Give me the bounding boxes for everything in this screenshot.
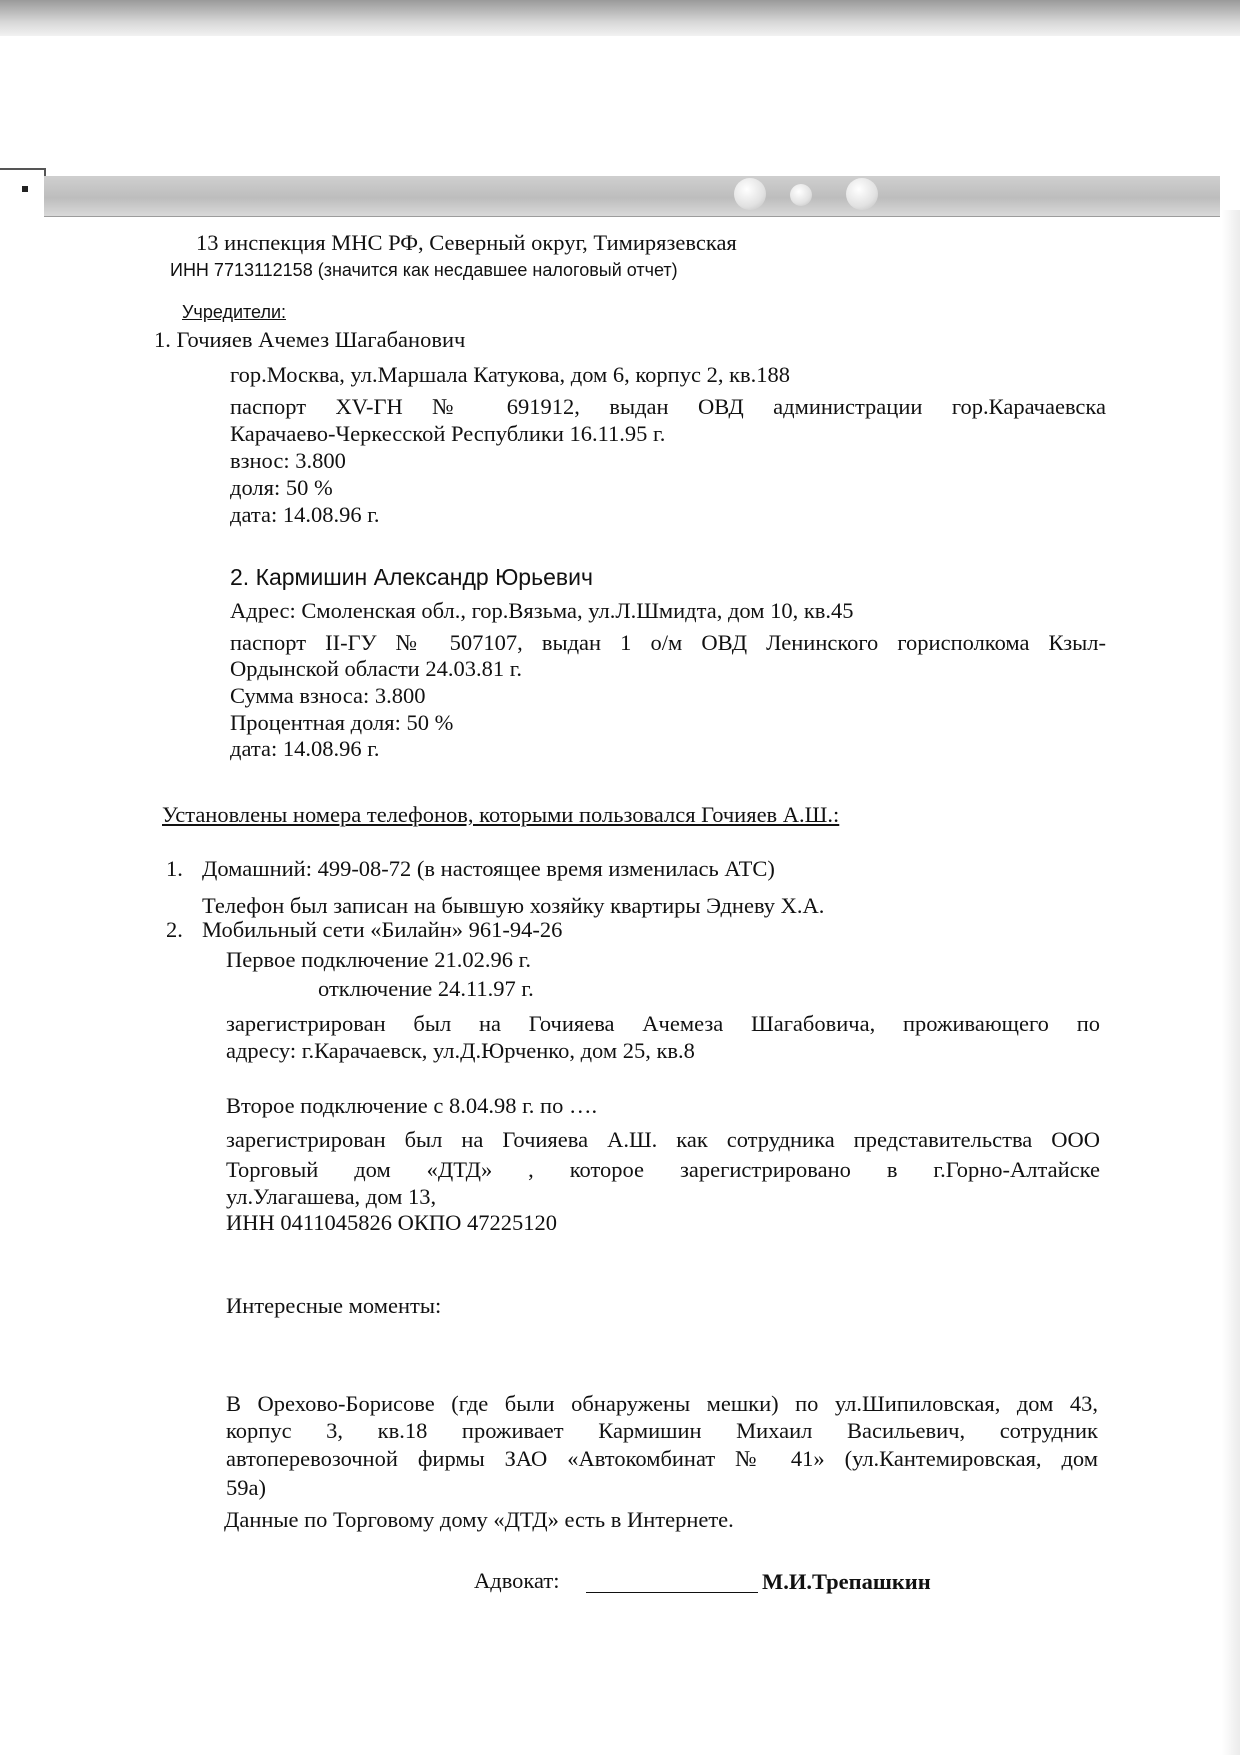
founder-2-passport-cont: Ордынской области 24.03.81 г.: [230, 656, 523, 681]
founder-1-contribution: взнос: 3.800: [230, 448, 346, 473]
founder-1-name: 1. Гочияев Ачемез Шагабанович: [154, 327, 466, 352]
founder-1-passport-cont: Карачаево-Черкесской Республики 16.11.95 г.: [230, 421, 666, 446]
notes-heading: Интересные моменты:: [226, 1293, 442, 1318]
founder-1-address: гор.Москва, ул.Маршала Катукова, дом 6, корпус 2, кв.188: [230, 362, 790, 387]
founder-2-passport: паспорт II-ГУ № 507107, выдан 1 о/м ОВД Ленинского горисполкома Кзыл-: [230, 630, 1106, 655]
signature-line: [586, 1592, 758, 1593]
founder-1-date: дата: 14.08.96 г.: [230, 502, 380, 527]
phones-heading: Установлены номера телефонов, которыми пользовался Гочияев А.Ш.:: [162, 802, 840, 827]
first-connection: Первое подключение 21.02.96 г.: [226, 947, 531, 972]
scan-mark: [22, 186, 28, 192]
founder-1-share: доля: 50 %: [230, 475, 333, 500]
registration-2-company: Торговый дом «ДТД» , которое зарегистрировано в г.Горно-Алтайске: [226, 1157, 1100, 1182]
inn-line: ИНН 7713112158 (значится как несдавшее налоговый отчет): [170, 260, 678, 280]
note-1-cont-2: автоперевозочной фирмы ЗАО «Автокомбинат № 41» (ул.Кантемировская, дом: [226, 1446, 1098, 1471]
scan-artifact-circle: [734, 178, 766, 210]
founders-heading: Учредители:: [182, 302, 287, 322]
registration-2: зарегистрирован был на Гочияева А.Ш. как сотрудника представительства ООО: [226, 1127, 1100, 1152]
disconnection: отключение 24.11.97 г.: [318, 976, 534, 1001]
scan-top-shadow: [0, 0, 1240, 36]
scan-artifact-circle: [790, 184, 812, 206]
founder-2-contribution: Сумма взноса: 3.800: [230, 683, 426, 708]
registration-2-street: ул.Улагашева, дом 13,: [226, 1184, 437, 1209]
note-1-cont: корпус 3, кв.18 проживает Кармишин Михаил Васильевич, сотрудник: [226, 1418, 1098, 1443]
phone-1-line: Домашний: 499-08-72 (в настоящее время изменилась АТС): [202, 856, 775, 881]
signature-label: Адвокат:: [474, 1568, 560, 1593]
registration-1-address: адресу: г.Карачаевск, ул.Д.Юрченко, дом 25, кв.8: [226, 1038, 695, 1063]
phone-2-number: 2.: [166, 917, 183, 942]
tax-inspection-line: 13 инспекция МНС РФ, Северный округ, Тимирязевская: [196, 230, 737, 255]
note-2: Данные по Торговому дому «ДТД» есть в Интернете.: [224, 1507, 734, 1532]
scan-right-edge: [1222, 210, 1240, 1755]
scan-artifact-circle: [846, 178, 878, 210]
phone-2-line: Мобильный сети «Билайн» 961-94-26: [202, 917, 563, 942]
founder-2-address: Адрес: Смоленская обл., гор.Вязьма, ул.Л.Шмидта, дом 10, кв.45: [230, 598, 854, 623]
founder-1-passport: паспорт XV-ГН № 691912, выдан ОВД администрации гор.Карачаевска: [230, 394, 1106, 419]
founder-2-name: 2. Кармишин Александр Юрьевич: [230, 564, 593, 590]
phone-1-owner: Телефон был записан на бывшую хозяйку квартиры Эдневу Х.А.: [202, 893, 825, 918]
registration-2-codes: ИНН 0411045826 ОКПО 47225120: [226, 1210, 558, 1235]
founder-2-share: Процентная доля: 50 %: [230, 710, 454, 735]
scan-copier-bar: [44, 176, 1220, 217]
signature-name: М.И.Трепашкин: [762, 1569, 931, 1594]
second-connection: Второе подключение с 8.04.98 г. по ….: [226, 1093, 598, 1118]
registration-1: зарегистрирован был на Гочияева Ачемеза Шагабовича, проживающего по: [226, 1011, 1100, 1036]
phone-1-number: 1.: [166, 856, 183, 881]
founder-2-date: дата: 14.08.96 г.: [230, 736, 380, 761]
note-1-cont-3: 59а): [226, 1475, 266, 1500]
note-1: В Орехово-Борисове (где были обнаружены мешки) по ул.Шипиловская, дом 43,: [226, 1391, 1098, 1416]
